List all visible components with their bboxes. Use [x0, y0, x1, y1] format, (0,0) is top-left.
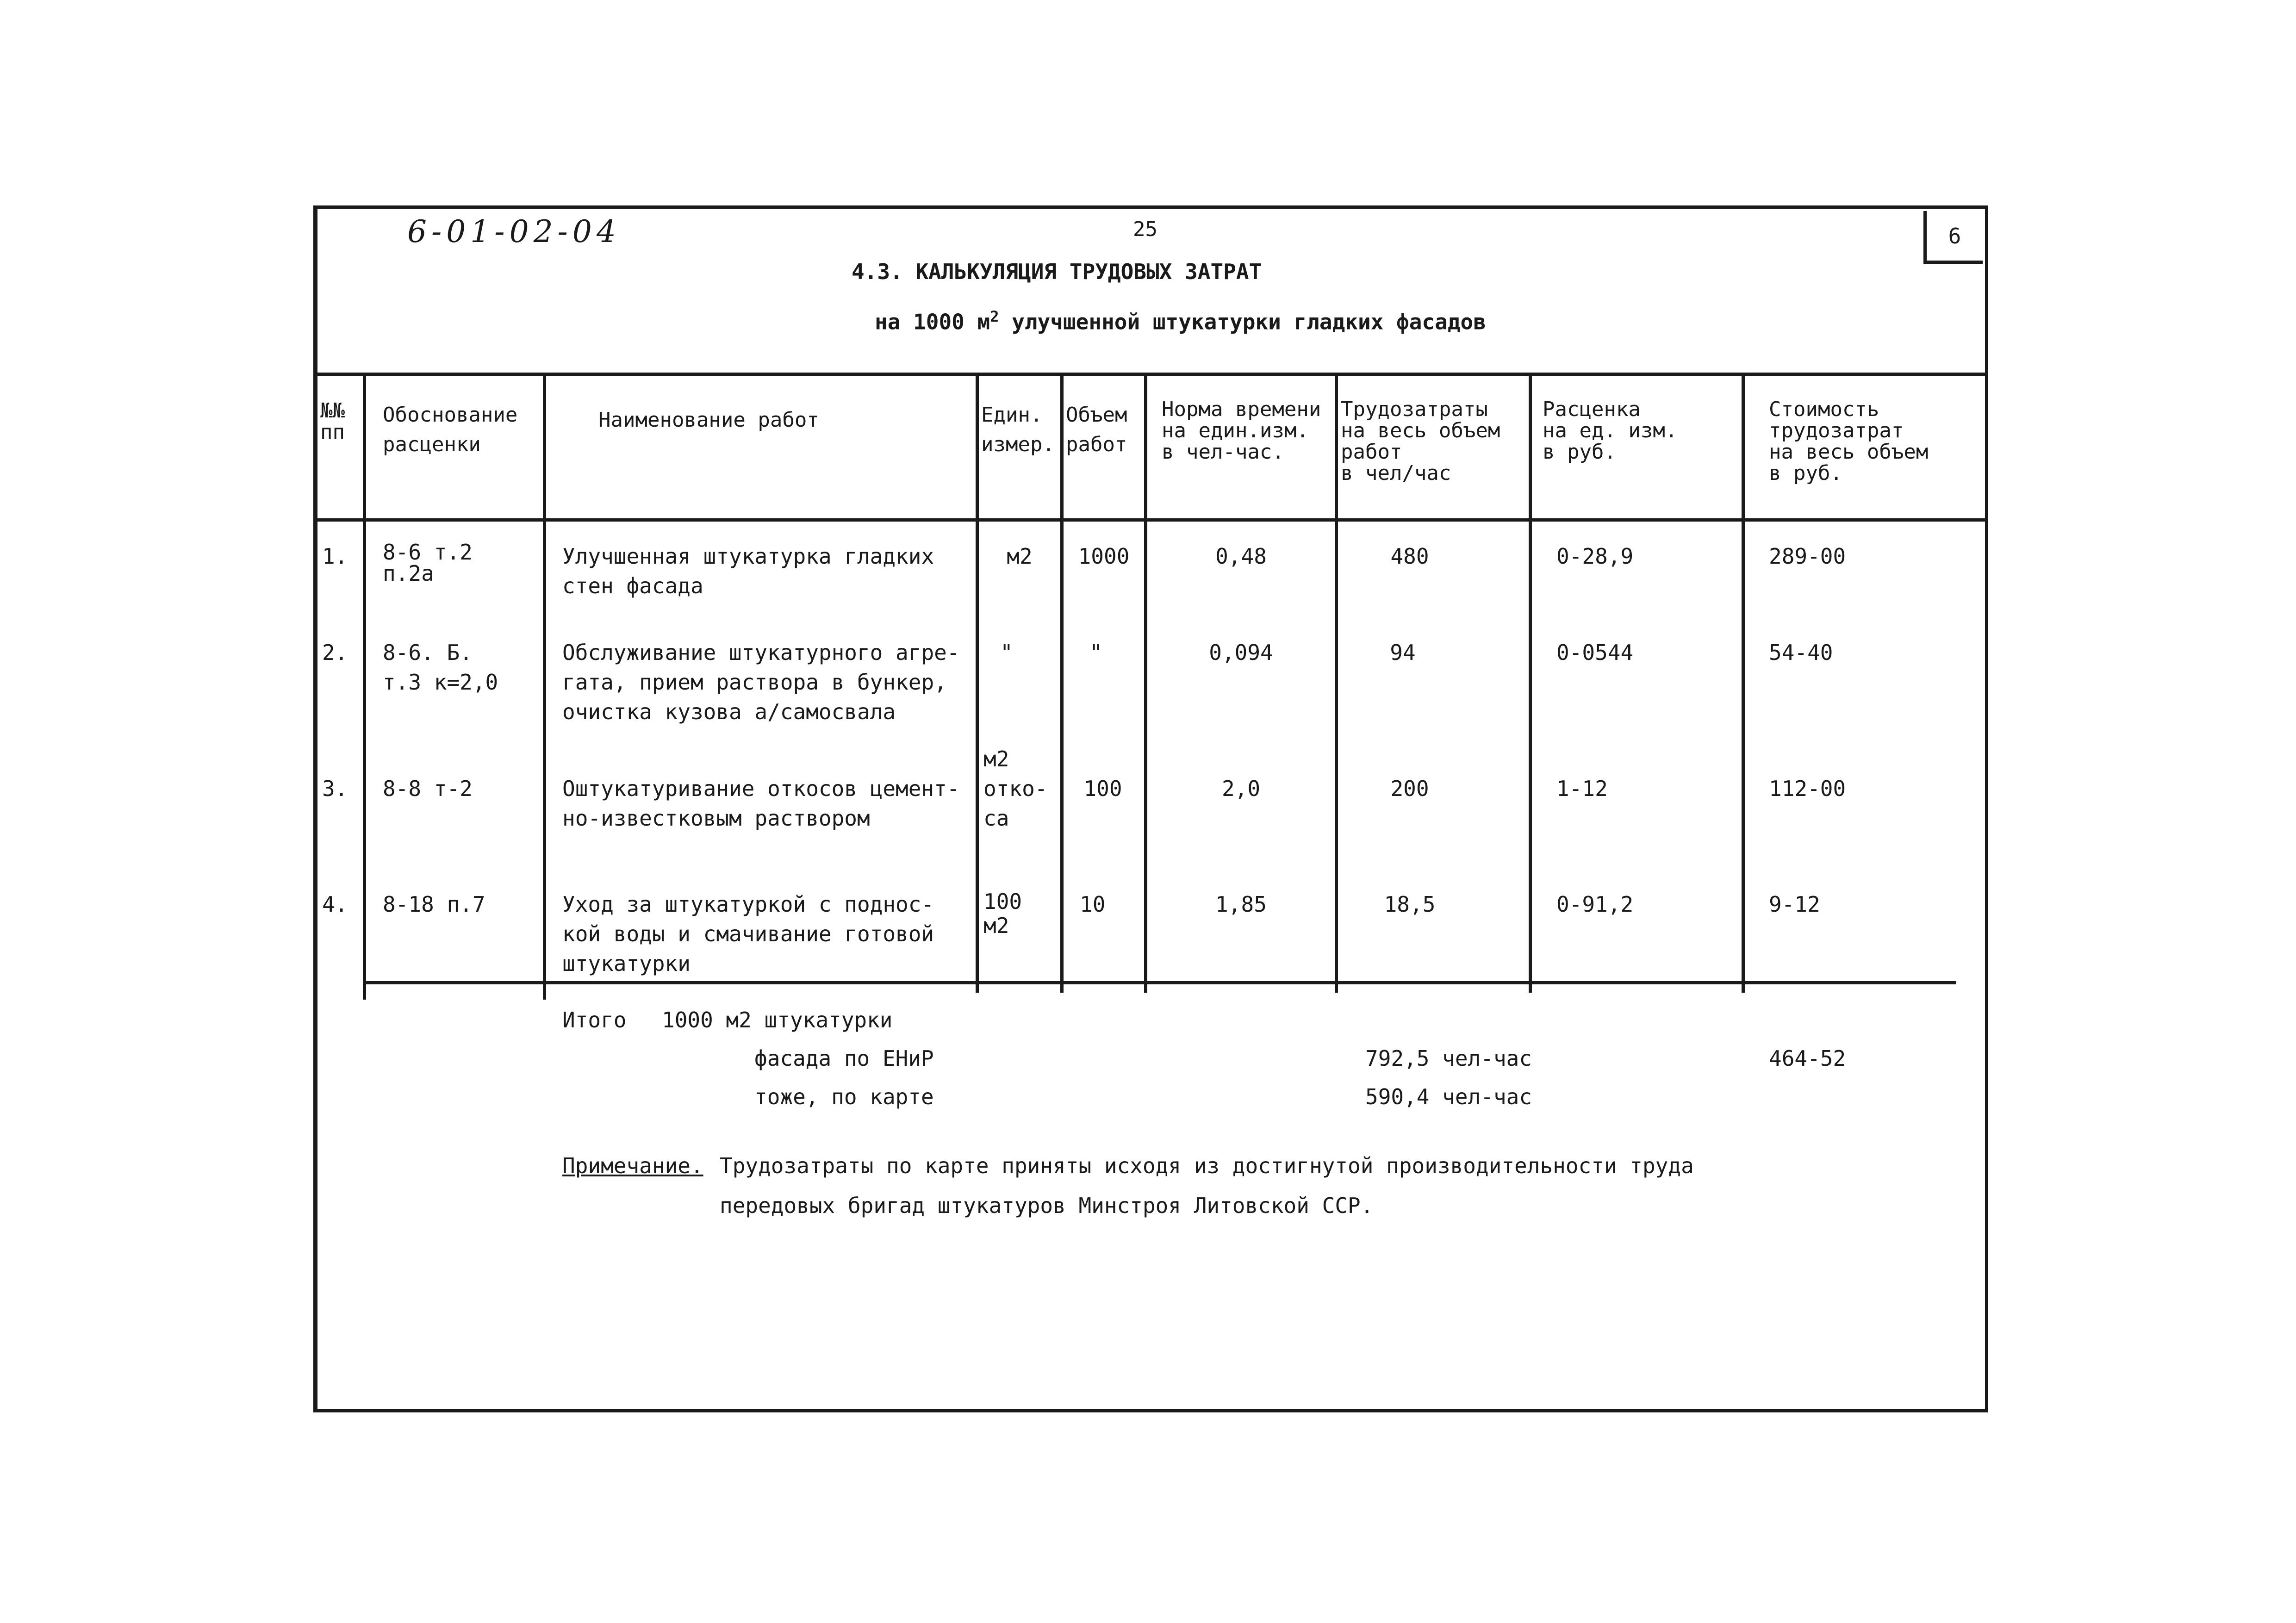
table-row-1-unit: м2 [1007, 544, 1033, 569]
table-row-4-labor: 18,5 [1384, 892, 1436, 917]
table-row-1-volume: 1000 [1078, 544, 1130, 569]
document-title: 4.3. КАЛЬКУЛЯЦИЯ ТРУДОВЫХ ЗАТРАТ [852, 259, 1262, 284]
col-divider-5 [1144, 373, 1147, 993]
table-row-2-labor: 94 [1390, 640, 1416, 665]
table-row-2-basis: 8-6. Б. т.3 к=2,0 [383, 640, 498, 695]
col-header-basis: Обоснование расценки [383, 403, 518, 456]
table-row-2-unit: " [1000, 640, 1013, 665]
summary-line1-labor: 792,5 чел-час [1365, 1046, 1532, 1071]
col-divider-6 [1335, 373, 1338, 993]
note-line-1: Трудозатраты по карте приняты исходя из достигнутой производительности труда [720, 1153, 1694, 1178]
table-row-3-unit: м2 отко- са [983, 746, 1048, 831]
summary-line2-labor: 590,4 чел-час [1365, 1084, 1532, 1109]
col-header-number: №№ пп [320, 399, 345, 444]
table-row-3-labor: 200 [1390, 776, 1429, 801]
table-row-3-cost: 112-00 [1769, 776, 1846, 801]
col-divider-1 [363, 373, 366, 1000]
table-row-3-name: Оштукатуривание откосов цемент- но-известковым раствором [562, 776, 960, 831]
note-label: Примечание. [562, 1153, 703, 1178]
total-label: Итого [562, 1007, 627, 1032]
document-subtitle: на 1000 $м^2$ улучшенной штукатурки гладких фасадов [875, 308, 1486, 335]
table-row-1-rate: 0-28,9 [1556, 544, 1634, 569]
table-row-2-cost: 54-40 [1769, 640, 1833, 665]
table-row-4-volume: 10 [1080, 892, 1106, 917]
table-top-line [313, 373, 1988, 376]
table-row-1-basis: 8-6 т.2 п.2а [383, 540, 473, 586]
table-row-2-norm: 0,094 [1209, 640, 1273, 665]
col-header-volume: Объем работ [1066, 403, 1127, 456]
table-row-2-volume: " [1089, 640, 1102, 665]
summary-line1-label: фасада по ЕНиР [754, 1046, 934, 1071]
table-row-4-basis: 8-18 п.7 [383, 892, 485, 917]
page-number: 25 [1133, 218, 1157, 241]
col-header-labor: Трудозатраты на весь объем работ в чел/час [1341, 398, 1500, 485]
col-header-unit: Един. измер. [981, 403, 1055, 456]
sheet-number: 6 [1948, 223, 1961, 249]
summary-line1-cost: 464-52 [1769, 1046, 1846, 1071]
document-code: 6-01-02-04 [407, 214, 621, 249]
col-divider-2 [543, 373, 546, 1000]
table-row-2-name: Обслуживание штукатурного агре- гата, прием раствора в бункер, очистка кузова а/самосвала [562, 640, 960, 724]
note-line-2: передовых бригад штукатуров Минстроя Литовской ССР. [720, 1193, 1374, 1218]
col-header-work-name: Наименование работ [598, 408, 819, 432]
table-row-4-unit: 100 м2 [983, 889, 1022, 938]
table-row-1-norm: 0,48 [1215, 544, 1267, 569]
table-row-1-name: Улучшенная штукатурка гладких стен фасада [562, 544, 934, 598]
col-divider-3 [976, 373, 979, 993]
table-row-3-basis: 8-8 т-2 [383, 776, 473, 801]
table-row-4-name: Уход за штукатуркой с поднос- кой воды и смачивание готовой штукатурки [562, 892, 934, 976]
col-divider-8 [1742, 373, 1745, 993]
table-row-4-rate: 0-91,2 [1556, 892, 1634, 917]
table-row-4-num: 4. [322, 892, 348, 917]
col-divider-7 [1529, 373, 1532, 993]
header-bottom-line [313, 518, 1988, 522]
table-row-3-volume: 100 [1083, 776, 1122, 801]
table-row-2-num: 2. [322, 640, 348, 665]
col-header-rate: Расценка на ед. изм. в руб. [1543, 398, 1678, 464]
col-header-cost: Стоимость трудозатрат на весь объем в руб. [1769, 398, 1929, 485]
table-row-3-num: 3. [322, 776, 348, 801]
table-row-4-norm: 1,85 [1215, 892, 1267, 917]
table-row-1-num: 1. [322, 544, 348, 569]
col-header-time-norm: Норма времени на един.изм. в чел-час. [1162, 398, 1321, 464]
table-row-3-rate: 1-12 [1556, 776, 1608, 801]
table-row-1-cost: 289-00 [1769, 544, 1846, 569]
table-row-3-norm: 2,0 [1221, 776, 1261, 801]
table-row-1-labor: 480 [1390, 544, 1429, 569]
table-bottom-line [364, 981, 1956, 984]
summary-line2-label: тоже, по карте [754, 1084, 934, 1109]
table-row-4-cost: 9-12 [1769, 892, 1820, 917]
total-amount: 1000 м2 штукатурки [662, 1007, 893, 1032]
sheet-number-box [1923, 211, 1983, 264]
table-row-2-rate: 0-0544 [1556, 640, 1634, 665]
col-divider-4 [1060, 373, 1064, 993]
